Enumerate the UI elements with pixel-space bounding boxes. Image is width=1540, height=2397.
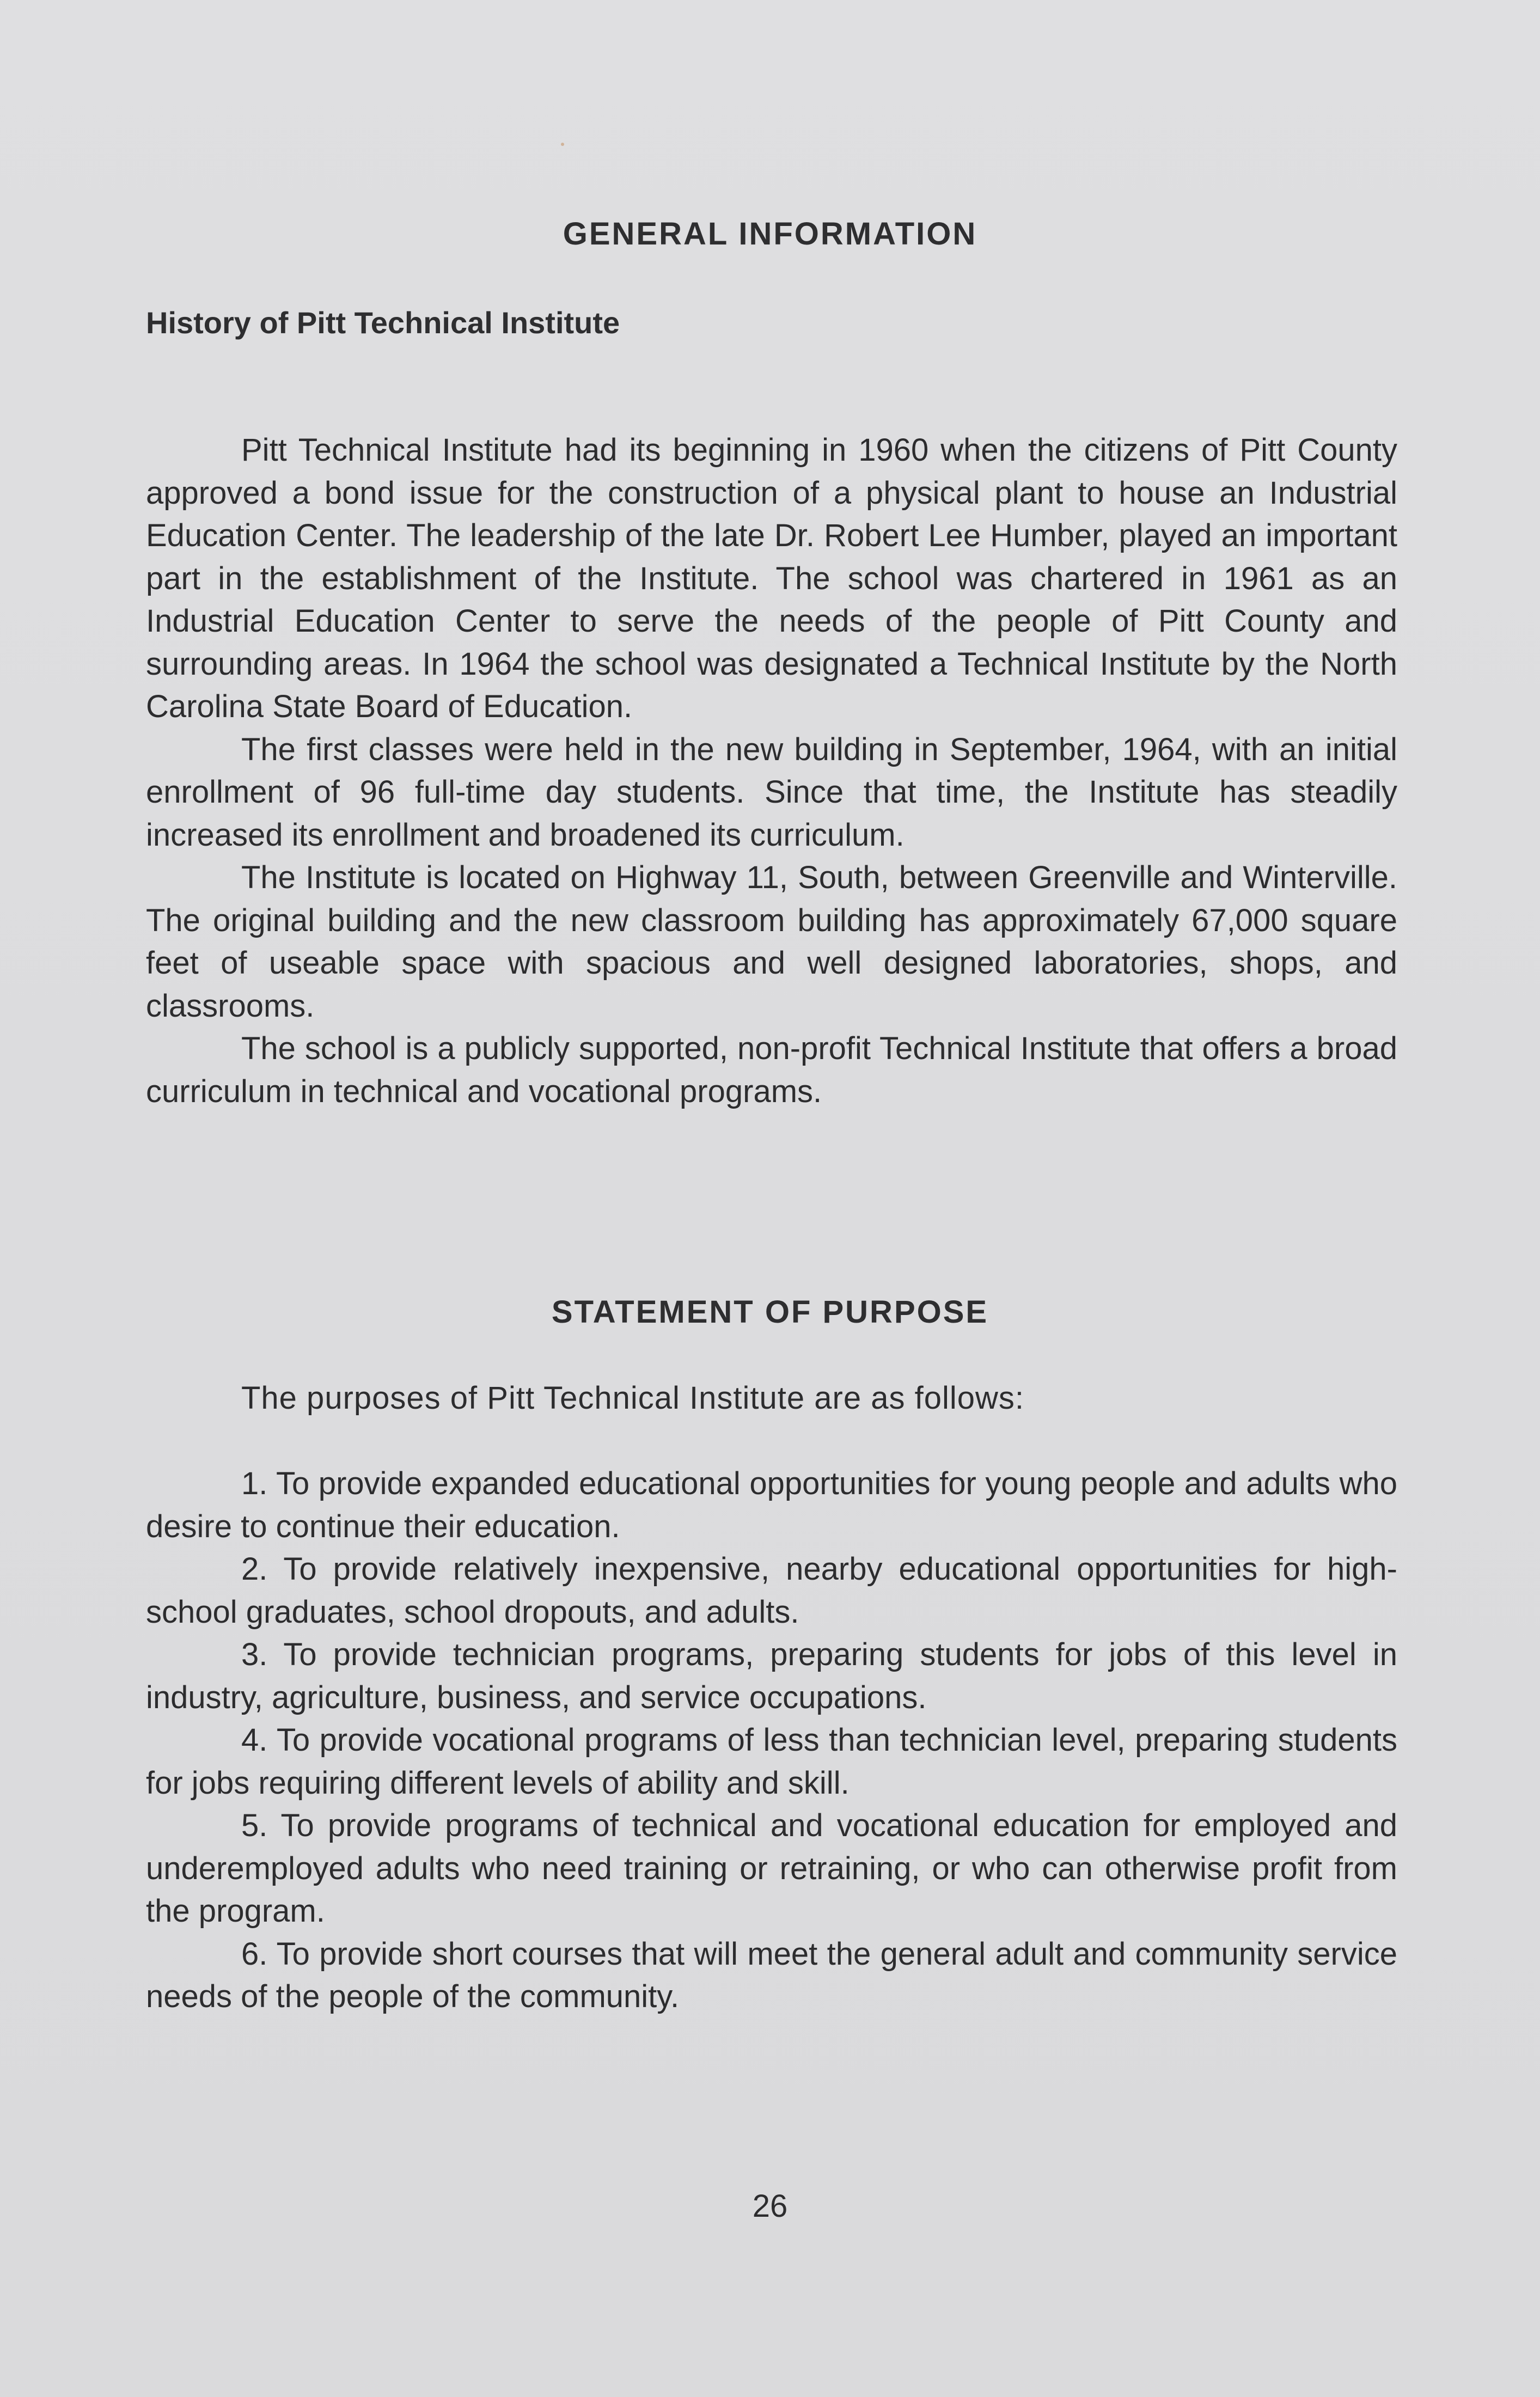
purpose-item: 5. To provide programs of technical and vocational education for employed and underemployed adults who need training or retraining, or who can otherwise profit from the program.: [146, 1808, 1397, 1929]
purpose-item: 4. To provide vocational programs of less than technician level, preparing students for jobs requiring different levels of ability and skill.: [146, 1722, 1397, 1801]
general-information-heading: GENERAL INFORMATION: [563, 216, 977, 252]
statement-of-purpose-heading: STATEMENT OF PURPOSE: [551, 1294, 989, 1330]
history-paragraph: The first classes were held in the new building in September, 1964, with an initial enrollment of 96 full-time day students. Since that time, the Institute has steadily increased its enrollment and broadened its curriculum.: [146, 731, 1397, 853]
purpose-list: [146, 1463, 1397, 2019]
history-paragraph: Pitt Technical Institute had its beginning in 1960 when the citizens of Pitt County approved a bond issue for the construction of a physical plant to house an Industrial Education Center. The leadership of the late Dr. Robert Lee Humber, played an important part in the establishment of the Institute. The school was chartered in 1961 as an Industrial Education Center to serve the needs of the people of Pitt County and surrounding areas. In 1964 the school was designated a Technical Institute by the North Carolina State Board of Education.: [146, 432, 1397, 724]
purpose-item: 1. To provide expanded educational opportunities for young people and adults who desire to continue their education.: [146, 1466, 1397, 1544]
history-paragraph: The Institute is located on Highway 11, South, between Greenville and Winterville. The original building and the new classroom building has approximately 67,000 square feet of useable space with spacious and well designed laboratories, shops, and classrooms.: [146, 860, 1397, 1024]
history-paragraph: The school is a publicly supported, non-profit Technical Institute that offers a broad curriculum in technical and vocational programs.: [146, 1031, 1397, 1109]
purpose-item: 3. To provide technician programs, preparing students for jobs of this level in industry, agriculture, business, and service occupations.: [146, 1637, 1397, 1715]
page-number: 26: [752, 2188, 788, 2224]
purpose-item: 6. To provide short courses that will meet the general adult and community service needs of the people of the community.: [146, 1936, 1397, 2014]
purpose-item: 2. To provide relatively inexpensive, nearby educational opportunities for high-school graduates, school dropouts, and adults.: [146, 1551, 1397, 1630]
paper-speck: [561, 143, 564, 146]
history-text: [146, 429, 1397, 1113]
purpose-intro: The purposes of Pitt Technical Institute are as follows:: [241, 1380, 1024, 1416]
history-subheading: History of Pitt Technical Institute: [146, 305, 620, 340]
